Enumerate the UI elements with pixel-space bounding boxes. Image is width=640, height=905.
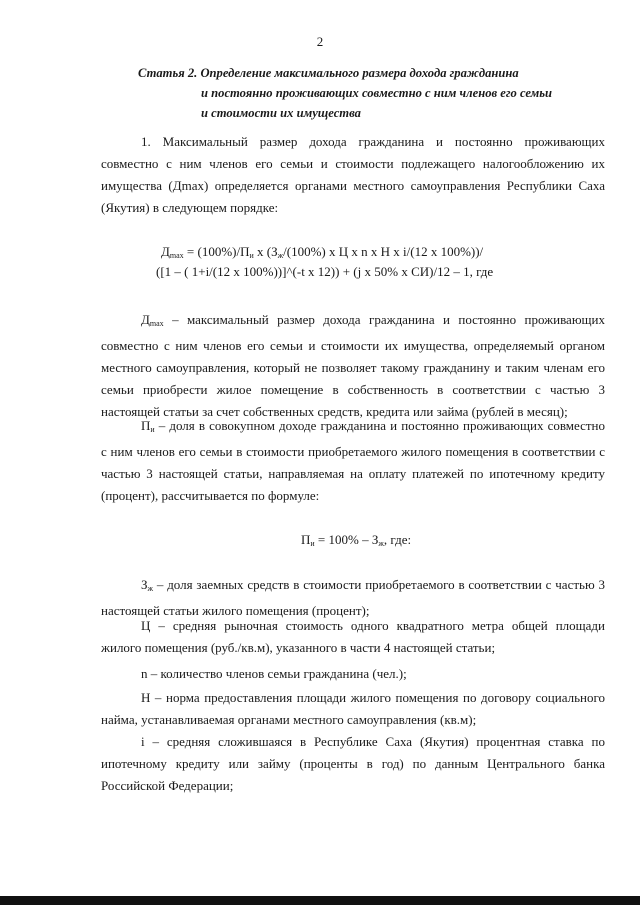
definition-symbol: Д: [141, 312, 150, 327]
paragraph-i-definition: [101, 731, 605, 797]
formula-dmax-line-2: ([1 – ( 1+i/(12 x 100%))]^(-t x 12)) + (j x 50% x СИ)/12 – 1, где: [156, 264, 494, 279]
formula-subscript: ж: [277, 251, 284, 260]
paragraph-n-definition: [101, 663, 605, 685]
formula-part: /(100%) x Ц x n x Н x i/(12 x 100%))/: [283, 244, 484, 259]
page-number: 2: [316, 34, 324, 49]
formula-subscript: и: [249, 251, 254, 260]
definition-subscript: max: [149, 319, 164, 328]
article-title-line-3: и стоимости их имущества: [201, 106, 361, 120]
definition-text: – доля в совокупном доходе гражданина и постоянно проживающих совместно с ним членов его семьи в стоимости приобретаемого жилого помещения в соответствии с частью 3 настоящей статьи, направляемая на оплату платежей по ипотечному кредиту (процент), рассчитывается по формуле:: [101, 418, 605, 503]
definition-subscript: и: [150, 425, 155, 434]
formula-part: , где:: [383, 532, 412, 547]
formula-subscript: max: [169, 251, 184, 260]
article-title-line-1: Статья 2. Определение максимального размера дохода гражданина: [138, 66, 519, 80]
paragraph-1: [101, 131, 605, 219]
scan-bottom-edge: [0, 896, 640, 905]
article-title-line-2: и постоянно проживающих совместно с ним членов его семьи: [201, 86, 553, 100]
definition-subscript: ж: [147, 584, 154, 593]
formula-part: = (100%)/П: [183, 244, 250, 259]
definition-text: Н – норма предоставления площади жилого помещения по договору социального найма, устанавливаемая органами местного самоуправления (кв.м);: [101, 690, 605, 727]
paragraph-h-definition: [101, 687, 605, 731]
formula-symbol: Д: [161, 244, 170, 259]
definition-text: Ц – средняя рыночная стоимость одного квадратного метра общей площади жилого помещения (руб./кв.м), указанного в части 4 настоящей статьи;: [101, 618, 605, 655]
formula-subscript: ж: [378, 539, 384, 548]
formula-part: = 100% – З: [314, 532, 379, 547]
definition-symbol: П: [141, 418, 151, 433]
definition-symbol: З: [141, 577, 148, 592]
formula-part: x (З: [253, 244, 278, 259]
paragraph-pi-definition: [101, 415, 605, 507]
definition-text: n – количество членов семьи гражданина (чел.);: [141, 666, 407, 681]
formula-pi: [301, 532, 411, 548]
formula-subscript: и: [310, 539, 315, 548]
formula-dmax-line-1: [161, 244, 483, 260]
formula-symbol: П: [301, 532, 311, 547]
definition-text: – доля заемных средств в стоимости приобретаемого в соответствии с частью 3 настоящей статьи жилого помещения (процент);: [101, 577, 605, 618]
definition-text: i – средняя сложившаяся в Республике Саха (Якутия) процентная ставка по ипотечному кредиту или займу (проценты в год) по данным Центрального банка Российской Федерации;: [101, 734, 605, 793]
paragraph-c-definition: [101, 615, 605, 659]
paragraph-1-text: 1. Максимальный размер дохода гражданина и постоянно проживающих совместно с ним членов его семьи и стоимости подлежащего налогообложению их имущества (Дmax) определяется органами местного самоуправления Республики Саха (Якутия) в следующем порядке:: [101, 134, 605, 215]
definition-text: – максимальный размер дохода гражданина и постоянно проживающих совместно с ним членов его семьи и стоимости их имущества, определяемый органом местного самоуправления, который не позволяет такому гражданину и таким членам его семьи приобрести жилое помещение в собственность в соответствии с частью 3 настоящей статьи за счет собственных средств, кредита или займа (рублей в месяц);: [101, 312, 605, 419]
paragraph-dmax-definition: [101, 309, 605, 423]
